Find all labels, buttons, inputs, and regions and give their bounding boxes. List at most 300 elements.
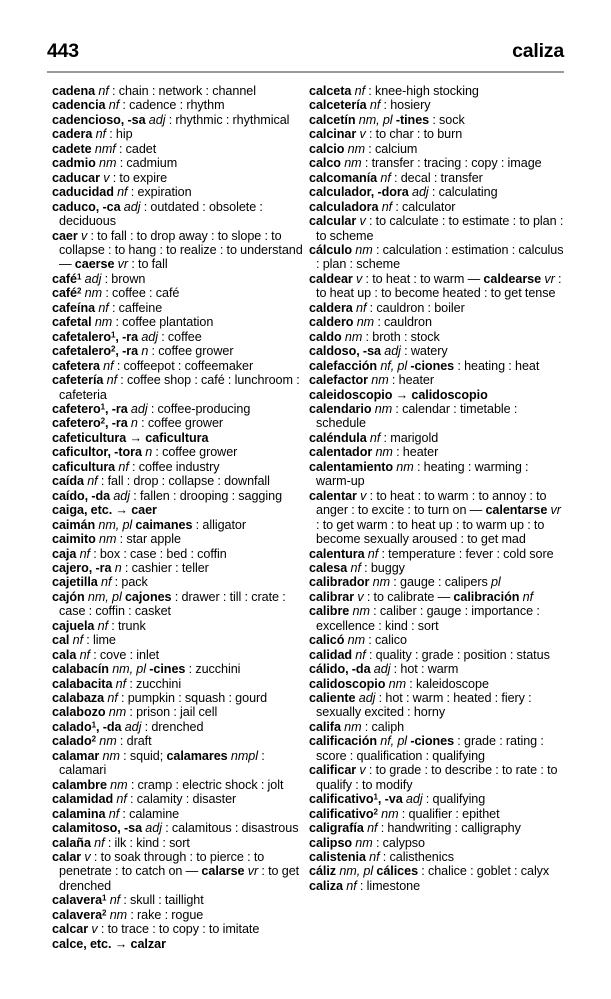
headword: caldear [309,271,353,286]
headword: calcomanía [309,170,378,185]
headword: , -da [96,719,122,734]
dictionary-entry [309,720,564,734]
dictionary-entry [52,575,307,589]
definition-text: : star apple [116,532,181,547]
headword: -ciones [410,734,455,749]
part-of-speech: adj [130,401,148,416]
dictionary-entry [309,677,564,691]
left-column [52,84,307,951]
definition-text: : ilk : kind : sort [104,835,190,850]
definition-text: : squid; [119,748,167,763]
part-of-speech: adj [124,719,142,734]
dictionary-entry [52,691,307,705]
definition-text: : to calibrate — [363,589,454,604]
headword: calamina [52,806,106,821]
dictionary-entry [52,792,307,806]
headword: caduco, -ca [52,199,121,214]
definition-text: : chalice : goblet : calyx [418,864,550,879]
dictionary-entry [309,200,564,214]
headword: café [52,271,78,286]
dictionary-entry [309,127,564,141]
part-of-speech: nf [381,199,393,214]
definition-text: : zucchini [126,676,182,691]
definition-text: : marigold [380,430,439,445]
definition-text: : cramp : electric shock : jolt [127,777,284,792]
headword: calicó [309,633,345,648]
headword: cafetero [52,416,101,431]
definition-text: : to fall [128,257,168,272]
definition-text: : heating : warming : warm-up [316,459,529,489]
part-of-speech: nf [346,878,357,893]
headword: calibre [309,604,350,619]
definition-text: : trunk [108,618,146,633]
dictionary-entry [309,604,564,633]
definition-text: : calypso [372,835,426,850]
headword: calabacita [52,676,113,691]
part-of-speech: nf [380,170,391,185]
definition-text: : sock [429,112,465,127]
dictionary-entry [52,84,307,98]
definition-text: : coffee grower [152,445,238,460]
dictionary-entry [52,821,307,835]
definition-text: : watery [400,344,448,359]
headword: calificación [309,734,377,749]
definition-text: : calcium [365,141,418,156]
dictionary-entry [309,633,564,647]
definition-text: : heater [388,373,435,388]
dictionary-entry [52,301,307,315]
dictionary-entry [309,185,564,199]
dictionary-entry [309,850,564,864]
headword: calavera [52,893,103,908]
headword: calamar [52,748,100,763]
dictionary-entry [309,402,564,431]
dictionary-entry [52,315,307,329]
dictionary-entry [309,359,564,373]
part-of-speech: nf [356,300,367,315]
headword: calambre [52,777,107,792]
headword: caldo [309,329,342,344]
headword: calcular [309,214,357,229]
part-of-speech: nf [367,546,379,561]
part-of-speech: adj [123,199,141,214]
part-of-speech: nf [367,821,378,836]
definition-text: : calamine [119,806,180,821]
dictionary-entry [52,749,307,778]
dictionary-entry [52,445,307,459]
definition-text: : to get drenched [59,864,300,893]
dictionary-entry [52,850,307,893]
definition-text: : to get warm : to heat up : to warm up : to become sexually aroused : to get mad [316,517,545,547]
definition-text: : drawer : till : crate : case : coffin : casket [59,589,286,619]
part-of-speech: nm [355,835,373,850]
dictionary-entry [52,720,307,734]
definition-text: : to trace : to copy : to imitate [97,922,260,937]
part-of-speech: nm [347,141,366,156]
definition-text: : prison : jail cell [126,705,218,720]
part-of-speech: adj [145,821,162,836]
part-of-speech: nm [396,459,414,474]
headword: , -ra [115,344,139,359]
dictionary-entry [309,879,564,893]
definition-text: : grade : rating : score : qualification : qualifying [316,734,544,763]
definition-text: : caliber : gauge : importance : excellence : kind : sort [316,604,540,633]
definition-text: : chain : network : channel [108,84,256,98]
dictionary-entry [309,489,564,547]
headword: -tines [395,112,430,127]
dictionary-entry [309,648,564,662]
headword: cala [52,647,77,662]
part-of-speech: nm [84,286,103,301]
headword: calendario [309,401,372,416]
part-of-speech: nf [97,618,109,633]
part-of-speech: n [114,560,122,575]
part-of-speech: nf [109,893,121,908]
definition-text: : cadmium [116,156,178,171]
headword: calentar [309,488,357,503]
dictionary-entry [309,821,564,835]
definition-text: : buggy [360,560,405,575]
part-of-speech: nm [371,373,389,388]
definition-text: : cashier : teller [121,560,209,575]
definition-text: : calisthenics [379,850,455,865]
dictionary-entry [52,171,307,185]
part-of-speech: nf [108,806,120,821]
dictionary-entry [309,388,564,402]
part-of-speech: adj [373,662,391,677]
definition-text: : quality : grade : position : status [365,647,550,662]
headword: cáliz [309,864,337,879]
definition-text: : gauge : calipers [390,575,491,590]
dictionary-entry [52,778,307,792]
dictionary-entry [52,807,307,821]
part-of-speech: nf [369,430,381,445]
dictionary-entry [52,142,307,156]
headword: caldearse [483,271,542,286]
headword: cafetalero [52,344,112,359]
part-of-speech: nm, pl [339,864,374,879]
definition-text: : to grade : to describe : to rate : to qualify : to modify [316,763,558,792]
headword: calavera [52,907,103,922]
part-of-speech: nm [374,401,393,416]
dictionary-entry [309,272,564,301]
dictionary-entry [52,836,307,850]
headword: caficultura [52,459,116,474]
definition-text: : qualifier : epithet [398,806,500,821]
headword: cafetalero [52,329,112,344]
part-of-speech: nm, pl [112,662,147,677]
headword: cajuela [52,618,95,633]
definition-text: : coffee grower [148,344,234,359]
header-divider [47,71,564,73]
homograph-number: 2 [91,735,97,745]
headword: calefactor [309,373,369,388]
part-of-speech: nf [106,373,118,388]
dictionary-entry [309,836,564,850]
part-of-speech: nmf [94,141,116,156]
headword: cálido, -da [309,662,371,677]
definition-text: : cove : inlet [89,647,160,662]
headword: cadmio [52,156,96,171]
headword: caléndula [309,430,367,445]
dictionary-entry [309,547,564,561]
definition-text: : calico [365,633,407,648]
headword: cálices [376,864,419,879]
part-of-speech: nf, pl [380,734,408,749]
part-of-speech: nm [347,633,366,648]
homograph-number: 1 [102,894,107,904]
homograph-number: 1 [77,272,82,282]
definition-text: : coffee-producing [147,401,251,416]
dictionary-entry [52,489,307,503]
dictionary-entry [52,518,307,532]
definition-text: : outdated : obsolete : deciduous [59,199,263,229]
dictionary-entry [52,908,307,922]
definition-text: : pack [111,575,148,590]
headword: calamares [166,748,228,763]
headword: calcetín [309,112,356,127]
definition-text: : heating : heat [454,358,540,373]
headword: calefacción [309,358,378,373]
headword: caducidad [52,185,114,200]
dictionary-entry [52,286,307,300]
definition-text: : temperature : fever : cold sore [378,546,554,561]
part-of-speech: nf [98,300,109,315]
definition-text: : to expire [109,170,168,185]
part-of-speech: nf, pl [380,358,408,373]
dictionary-entry [52,503,307,517]
part-of-speech: nf [94,835,105,850]
headword: caligrafía [309,821,364,836]
dictionary-entry [52,677,307,691]
part-of-speech: nf [87,474,98,489]
headword: calaña [52,835,91,850]
definition-text: : zucchini [185,662,241,677]
part-of-speech: nf [79,546,90,561]
definition-text: : coffee industry [128,459,220,474]
dictionary-entry [52,359,307,373]
headword: calistenia [309,850,366,865]
headword: , -va [377,792,403,807]
homograph-number: 1 [91,720,97,730]
part-of-speech: v [359,214,366,229]
part-of-speech: nf [522,589,534,604]
definition-text: : expiration [127,185,192,200]
homograph-number: 1 [111,330,116,340]
headword: calibrador [309,575,370,590]
definition-text: : alligator [192,517,247,532]
definition-text: : calamari [59,748,265,778]
part-of-speech: nm, pl [98,517,133,532]
part-of-speech: nm [355,242,373,257]
headword: cal [52,633,70,648]
definition-text: : drenched [141,719,204,734]
part-of-speech: nm [372,575,391,590]
definition-text: : rake : rogue [127,907,204,922]
definition-text: : coffee grower [137,416,224,431]
headword: caldera [309,300,353,315]
part-of-speech: v [356,271,363,286]
dictionary-entry [309,691,564,720]
dictionary-entry [309,214,564,243]
part-of-speech: nf [369,98,381,113]
definition-text: : coffee : café [102,286,180,301]
definition-text: : to soak through : to pierce : to penetrate : to catch on — [59,850,265,879]
part-of-speech: v [91,922,98,937]
part-of-speech: nf [354,84,366,98]
headword: cafeína [52,300,96,315]
dictionary-entry [52,474,307,488]
dictionary-entry [52,460,307,474]
part-of-speech: v [359,763,366,778]
headword: calipso [309,835,353,850]
page-number: 443 [47,40,79,62]
definition-text: : coffeepot : coffeemaker [113,358,254,373]
dictionary-entry [309,763,564,792]
part-of-speech: nm [94,315,113,330]
definition-text: : kaleidoscope [406,676,489,691]
definition-text: : calculating [428,185,498,200]
headword: cafetero [52,401,101,416]
part-of-speech: adj [405,792,423,807]
homograph-number: 1 [373,792,378,802]
headword: caliza [309,878,344,893]
homograph-number: 2 [111,344,116,354]
headword: califa [309,719,341,734]
dictionary-entry [309,662,564,676]
definition-text: : coffee [157,329,202,344]
homograph-number: 2 [77,286,82,296]
part-of-speech: nm [108,705,127,720]
definition-text: : cauldron [374,315,432,330]
headword: calificativo [309,806,374,821]
part-of-speech: v [360,488,367,503]
dictionary-entry [52,185,307,199]
definition-text: : to char : to burn [365,127,463,142]
definition-text: : caliph [361,719,405,734]
headword: calculador, -dora [309,185,409,200]
dictionary-entry [52,937,307,951]
headword: cadena [52,84,96,98]
definition-text: : coffee shop : café : lunchroom : cafeteria [59,373,300,402]
definition-text: : caffeine [108,300,163,315]
part-of-speech: nf [103,358,114,373]
dictionary-entry [309,460,564,489]
part-of-speech: nm [99,532,117,547]
headword: cadencia [52,98,106,113]
homograph-number: 2 [100,417,106,427]
dictionary-entry [52,373,307,402]
entry-columns [0,84,611,951]
dictionary-entry [52,619,307,633]
dictionary-entry [309,734,564,763]
headword: caer [52,228,78,243]
dictionary-entry [309,113,564,127]
headword: caliente [309,691,356,706]
definition-text: : knee-high stocking [365,84,479,98]
headword: cadencioso, -sa [52,112,146,127]
part-of-speech: nm [344,156,362,171]
dictionary-entry [52,590,307,619]
part-of-speech: nf [350,560,361,575]
part-of-speech: nm [381,806,399,821]
part-of-speech: adj [384,344,401,359]
part-of-speech: vr [117,257,129,272]
definition-text: : calamitous : disastrous [161,821,299,836]
definition-text: : cauldron : boiler [366,300,465,315]
part-of-speech: nm [388,676,407,691]
definition-text: : to fall : to drop away : to slope : to collapse : to hang : to realize : to understand — [59,228,303,272]
headword: calidoscopio [309,676,386,691]
definition-text: : calculation : estimation : calculus : plan : scheme [316,242,564,272]
part-of-speech: nmpl [230,748,258,763]
part-of-speech: adj [358,691,376,706]
dictionary-entry [309,575,564,589]
headword: calentura [309,546,365,561]
headword: , -ra [105,401,128,416]
part-of-speech: nf [95,127,106,142]
cross-reference: cafeticultura → caficultura [52,430,209,445]
headword: cafetera [52,358,100,373]
homograph-number: 2 [102,908,107,918]
headword: calificativo [309,792,374,807]
dictionary-entry [52,662,307,676]
definition-text: : lime [83,633,116,648]
part-of-speech: nf [369,850,380,865]
definition-text: : calamity : disaster [126,792,237,807]
headword: caído, -da [52,488,111,503]
part-of-speech: nf [108,98,120,113]
dictionary-entry [52,705,307,719]
headword: calabaza [52,691,105,706]
dictionary-entry [309,171,564,185]
definition-text: : calculator [392,199,456,214]
headword: calificar [309,763,357,778]
dictionary-entry [52,229,307,272]
headword: cadete [52,141,92,156]
definition-text: : decal : transfer [390,170,483,185]
headword: caducar [52,170,100,185]
dictionary-entry [52,922,307,936]
part-of-speech: adj [411,185,429,200]
headword: café [52,286,78,301]
headword: calcinar [309,127,357,142]
dictionary-entry [309,142,564,156]
definition-text: : heater [392,445,439,460]
dictionary-entry [52,561,307,575]
part-of-speech: nm, pl [87,589,122,604]
headword: calentarse [485,503,548,518]
part-of-speech: n [141,344,149,359]
part-of-speech: nf [117,185,128,200]
definition-text: : transfer : tracing : copy : image [361,156,542,171]
definition-text: : to heat : to warm — [362,271,484,286]
part-of-speech: adj [84,271,102,286]
headword: cafetal [52,315,92,330]
definition-text: : to heat : to warm : to annoy : to anger : to excite : to turn on — [316,488,547,518]
headword: caimanes [135,517,193,532]
dictionary-entry [309,330,564,344]
dictionary-entry [52,330,307,344]
dictionary-entry [309,373,564,387]
headword: cajones [124,589,172,604]
dictionary-entry [309,561,564,575]
headword: calcar [52,922,89,937]
dictionary-entry [52,127,307,141]
part-of-speech: v [80,228,88,243]
dictionary-entry [309,445,564,459]
headword: cajero, -ra [52,560,112,575]
